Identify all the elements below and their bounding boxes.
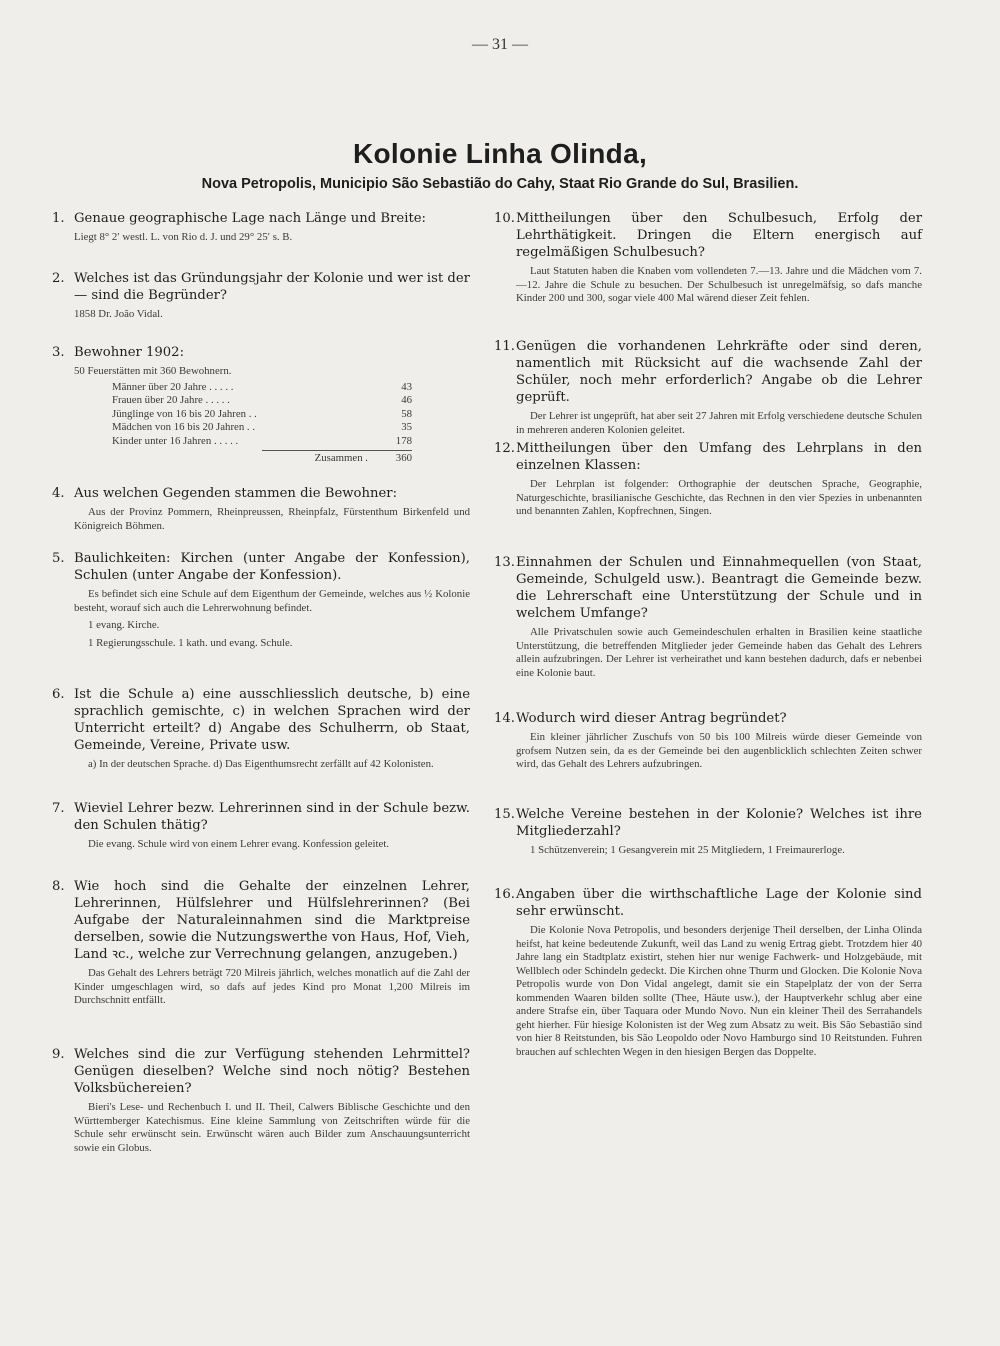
question-number: 7. bbox=[52, 801, 65, 816]
population-row: Jünglinge von 16 bis 20 Jahren . . 58 bbox=[112, 407, 412, 420]
answer-text: Es befindet sich eine Schule auf dem Eigenthum der Gemeinde, welches aus ½ Kolonie besteht, worauf sich auch die Lehrerwohnung befindet. 1 evang. Kirche. 1 Regierungsschule. 1 kath. und evang. Schule. bbox=[74, 588, 470, 649]
answer-text: Bieri's Lese- und Rechenbuch I. und II. Theil, Calwers Biblische Geschichte und den Württemberger Katechismus. Eine kleine Sammlung von Zeitschriften würde für die Schule sehr erwünscht sein. Erwünscht wären auch Bilder zum Anschauungsunterricht sowie ein Globus. bbox=[74, 1101, 470, 1154]
question-1 bbox=[52, 210, 470, 245]
question-number: 6. bbox=[52, 687, 65, 702]
answer-text: Ein kleiner jährlicher Zuschufs von 50 bis 100 Milreis würde dieser Gemeinde von grofsem Nutzen sein, da es der Gemeinde bei den augenblicklich schlechten Zeiten schwer wird, das Gehalt des Lehrers aufzubringen. bbox=[516, 731, 922, 770]
question-number: 4. bbox=[52, 486, 65, 501]
question-9 bbox=[52, 1046, 470, 1155]
answer-text: 1858 Dr. João Vidal. bbox=[74, 308, 163, 320]
answer-text: Die evang. Schule wird von einem Lehrer evang. Konfession geleitet. bbox=[88, 838, 390, 850]
question-3 bbox=[52, 344, 470, 466]
question-number: 13. bbox=[494, 555, 515, 570]
question-number: 16. bbox=[494, 887, 515, 902]
population-row: Männer über 20 Jahre . . . . . 43 bbox=[112, 380, 412, 393]
question-number: 15. bbox=[494, 807, 515, 822]
question-number: 11. bbox=[494, 339, 515, 354]
answer-text: Liegt 8° 2′ westl. L. von Rio d. J. und 29° 25′ s. B. bbox=[74, 231, 293, 243]
question-12 bbox=[494, 440, 922, 519]
question-16 bbox=[494, 886, 922, 1059]
question-text: Genügen die vorhandenen Lehrkräfte oder sind deren, namentlich mit Rücksicht auf die wachsende Zahl der Schüler, noch mehr erforderlich? Angabe ob die Lehrer geprüft. bbox=[516, 339, 922, 405]
question-8 bbox=[52, 878, 470, 1008]
question-text: Bewohner 1902: bbox=[74, 345, 185, 360]
question-number: 3. bbox=[52, 345, 65, 360]
question-text: Wodurch wird dieser Antrag begründet? bbox=[516, 711, 787, 726]
answer-text: Laut Statuten haben die Knaben vom vollendeten 7.—13. Jahre und die Mädchen vom 7.—12. Jahre die Schule zu besuchen. Der Schulbesuch ist unregelmäfsig, so dafs manche Kinder 200 und 300, sogar viele 400 Mal wärend dieser Zeit fehlen. bbox=[516, 265, 922, 304]
answer-text: Das Gehalt des Lehrers beträgt 720 Milreis jährlich, welches monatlich auf die Zahl der Kinder umgeschlagen wird, so dafs auf jedes Kind pro Monat 1,200 Milreis im Durchschnitt entfällt. bbox=[74, 967, 470, 1006]
question-number: 9. bbox=[52, 1047, 65, 1062]
question-number: 14. bbox=[494, 711, 515, 726]
answer-text: Die Kolonie Nova Petropolis, und besonders derjenige Theil derselben, der Linha Olinda heifst, hat keine bedeutende Zukunft, weil das Land zu wenig Ertrag giebt. Trotzdem hier 40 Jahre lang ein Stadtplatz existirt, stehen hier nur wenige Fachwerk- und Holzgebäude, mit Wellblech oder Schindeln gedeckt. Die Kirchen ohne Thurm und Glocken. Die Kolonie Nova Petropolis wurde von Don Vidal angelegt, damit sie ein Stapelplatz der von der Serra kommenden Waaren bilden sollte (Thee, Häute usw.), der Hauptverkehr schlug aber eine andere Strafse ein, über Taquara oder Mundo Novo. Nun ein kleiner Theil des Serrahandels geht hierher. Für hiesige Kolonisten ist der Weg zum Absatz zu weit. Bis São Sebastião sind von hier 8 Reitstunden, bis São Leopoldo oder Novo Hamburgo sind 10 Reitstunden. Fuhren brauchen auf schlechten Wegen in den hiesigen Bergen das Doppelte. bbox=[516, 924, 922, 1058]
sum-rule bbox=[262, 450, 412, 451]
question-14 bbox=[494, 710, 922, 772]
question-7 bbox=[52, 800, 470, 852]
question-number: 1. bbox=[52, 211, 65, 226]
question-number: 10. bbox=[494, 211, 515, 226]
answer-text: a) In der deutschen Sprache. d) Das Eigenthumsrecht zerfällt auf 42 Kolonisten. bbox=[88, 758, 434, 770]
question-number: 8. bbox=[52, 879, 65, 894]
question-text: Ist die Schule a) eine ausschliesslich deutsche, b) eine sprachlich gemischte, c) in welchen Sprachen wird der Unterricht erteilt? d) Angabe des Schulherrn, ob Staat, Gemeinde, Vereine, Private usw. bbox=[74, 687, 470, 753]
population-table bbox=[112, 381, 412, 466]
answer-text: Alle Privatschulen sowie auch Gemeindeschulen erhalten in Brasilien keine staatliche Unterstützung, die betreffenden Mitglieder jeder Gemeinde haben das Gehalt des Lehrers allein aufzubringen. Der Lehrer ist verheirathet und kann bestehen dadurch, dafs er nebenbei eine Kolonie baut. bbox=[516, 626, 922, 679]
population-total: Zusammen . 360 bbox=[314, 452, 412, 464]
page-title: Kolonie Linha Olinda, bbox=[352, 138, 648, 169]
population-row: Kinder unter 16 Jahren . . . . . 178 bbox=[112, 434, 412, 447]
question-number: 5. bbox=[52, 551, 65, 566]
question-11 bbox=[494, 338, 922, 437]
question-text: Wie hoch sind die Gehalte der einzelnen Lehrer, Lehrerinnen, Hülfslehrer und Hülfslehrerinnen? (Bei Aufgabe der Naturaleinnahmen sind die Marktpreise derselben, sowie die Nutzungswerthe von Haus, Hof, Vieh, Land ꝛc., welche zur Verrechnung gelangen, anzugeben.) bbox=[74, 879, 470, 962]
question-number: 2. bbox=[52, 271, 65, 286]
answer-text: Der Lehrplan ist folgender: Orthographie der deutschen Sprache, Geographie, Naturgeschichte, brasilianische Geschichte, das Rechnen in den vier Spezies in unbenannten und benannten Zahlen, Kopfrechnen, Singen. bbox=[516, 478, 922, 517]
question-text: Welches sind die zur Verfügung stehenden Lehrmittel? Genügen dieselben? Welche sind noch nötig? Bestehen Volksbüchereien? bbox=[74, 1047, 470, 1096]
question-5 bbox=[52, 550, 470, 650]
question-6 bbox=[52, 686, 470, 772]
page-subtitle: Nova Petropolis, Municipio São Sebastião do Cahy, Staat Rio Grande do Sul, Brasilien. bbox=[201, 176, 799, 192]
answer-text: Der Lehrer ist ungeprüft, hat aber seit 27 Jahren mit Erfolg verschiedene deutsche Schulen in mehreren anderen Kolonien geleitet. bbox=[516, 410, 922, 436]
question-text: Welches ist das Gründungsjahr der Kolonie und wer ist der — sind die Begründer? bbox=[74, 271, 470, 303]
question-text: Genaue geographische Lage nach Länge und Breite: bbox=[74, 211, 426, 226]
population-row: Mädchen von 16 bis 20 Jahren . . 35 bbox=[112, 421, 412, 433]
question-text: Mittheilungen über den Umfang des Lehrplans in den einzelnen Klassen: bbox=[516, 441, 922, 473]
question-text: Angaben über die wirthschaftliche Lage der Kolonie sind sehr erwünscht. bbox=[516, 887, 922, 919]
page-number: — 31 — bbox=[472, 36, 528, 53]
question-10 bbox=[494, 210, 922, 306]
question-text: Einnahmen der Schulen und Einnahmequellen (von Staat, Gemeinde, Schulgeld usw.). Beantragt die Gemeinde bezw. die Lehrerschaft eine Unterstützung der Schule und in welchem Umfange? bbox=[516, 555, 922, 621]
question-13 bbox=[494, 554, 922, 680]
question-text: Mittheilungen über den Schulbesuch, Erfolg der Lehrthätigkeit. Dringen die Eltern energisch auf regelmäßigen Schulbesuch? bbox=[516, 211, 922, 260]
question-4 bbox=[52, 485, 470, 533]
question-text: Wieviel Lehrer bezw. Lehrerinnen sind in der Schule bezw. den Schulen thätig? bbox=[74, 801, 470, 833]
answer-text: Aus der Provinz Pommern, Rheinpreussen, Rheinpfalz, Fürstenthum Birkenfeld und Königreich Böhmen. bbox=[74, 506, 470, 532]
question-15 bbox=[494, 806, 922, 858]
question-text: Baulichkeiten: Kirchen (unter Angabe der Konfession), Schulen (unter Angabe der Konfession). bbox=[74, 551, 470, 583]
question-number: 12. bbox=[494, 441, 515, 456]
answer-text: 50 Feuerstätten mit 360 Bewohnern. bbox=[74, 365, 232, 377]
question-text: Welche Vereine bestehen in der Kolonie? Welches ist ihre Mitgliederzahl? bbox=[516, 807, 922, 839]
population-row: Frauen über 20 Jahre . . . . . 46 bbox=[112, 394, 412, 406]
question-text: Aus welchen Gegenden stammen die Bewohner: bbox=[74, 486, 398, 501]
question-2 bbox=[52, 270, 470, 322]
answer-text: 1 Schützenverein; 1 Gesangverein mit 25 Mitgliedern, 1 Freimaurerloge. bbox=[530, 844, 845, 856]
